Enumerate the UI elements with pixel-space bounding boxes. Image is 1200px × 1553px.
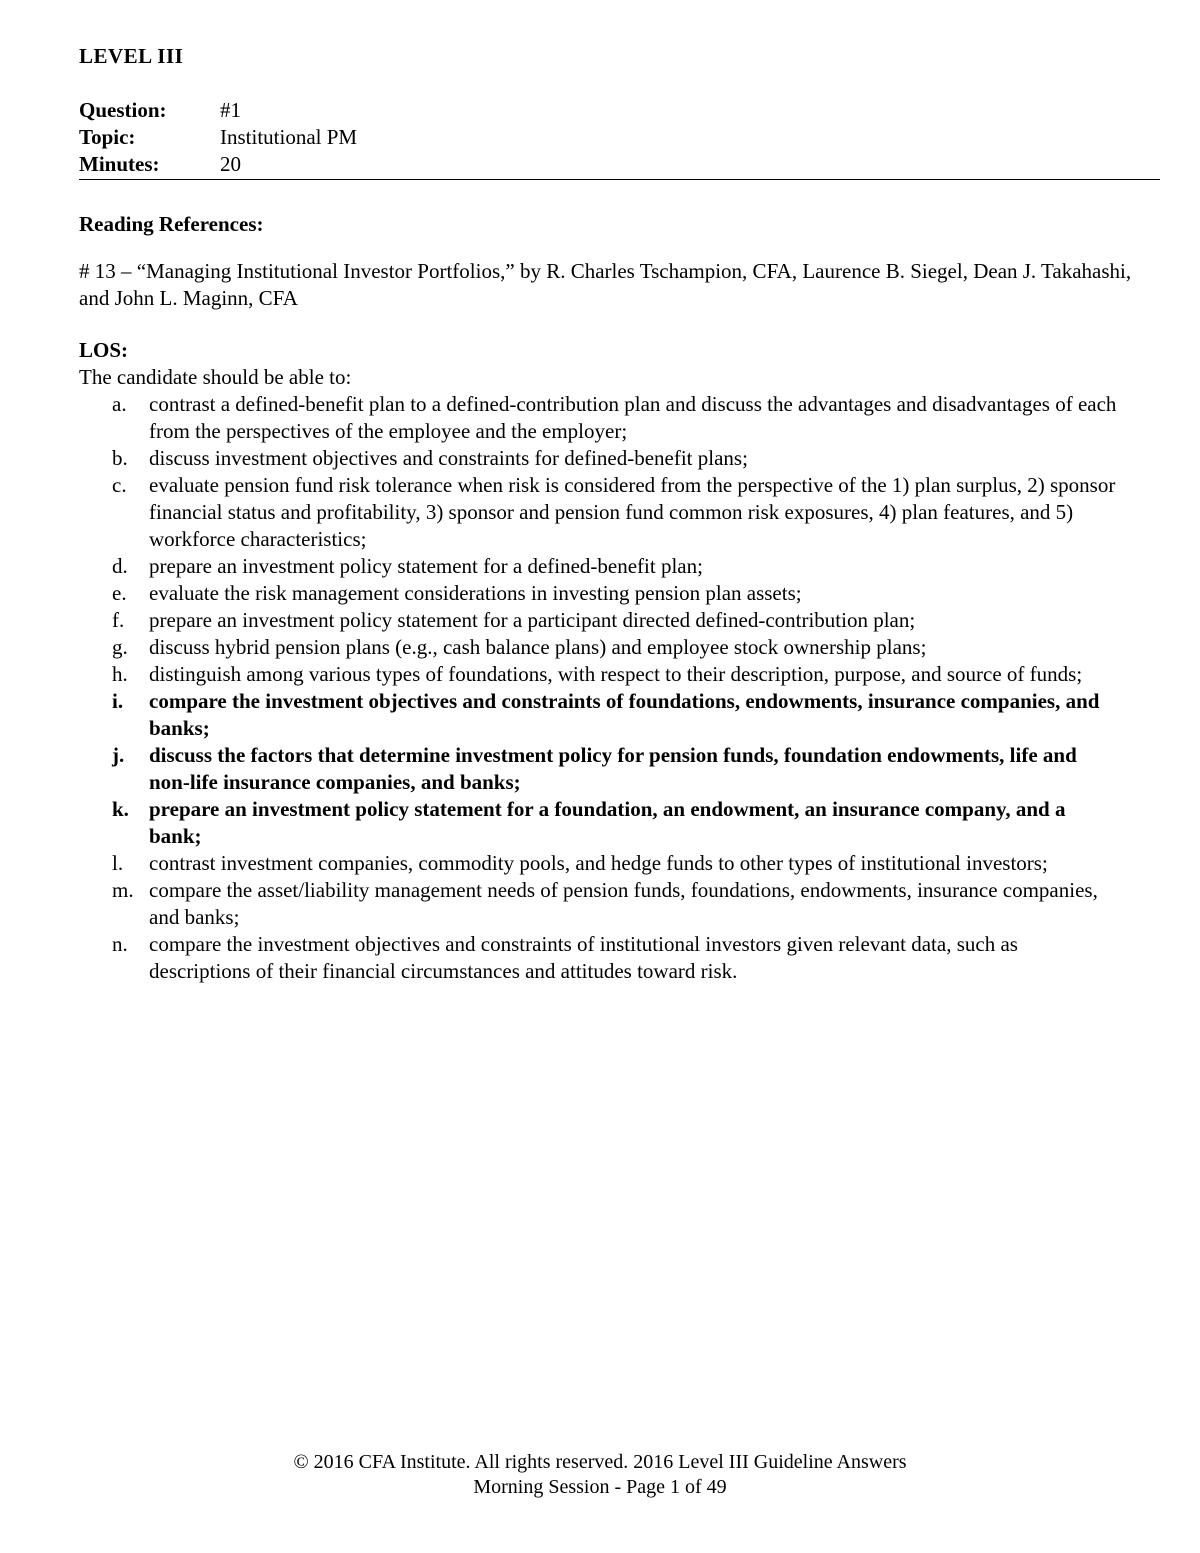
- los-item-b: [112, 445, 1122, 472]
- reading-reference: # 13 – “Managing Institutional Investor Portfolios,” by R. Charles Tschampion, CFA, Laurence B. Siegel, Dean J. Takahashi, and John L. Maginn, CFA: [79, 259, 1132, 310]
- los-heading: LOS:: [79, 338, 129, 362]
- topic-row: [79, 124, 1160, 151]
- page-footer: [0, 1450, 1200, 1500]
- los-item-letter: e.: [112, 581, 127, 605]
- minutes-row: [79, 151, 1160, 178]
- los-item-text: prepare an investment policy statement for a defined-benefit plan;: [149, 554, 703, 578]
- los-item-l: [112, 850, 1122, 877]
- los-item-c: [112, 472, 1122, 553]
- los-item-letter: h.: [112, 662, 128, 686]
- question-value: #1: [220, 98, 241, 122]
- minutes-value: 20: [220, 152, 241, 176]
- los-item-text: contrast investment companies, commodity pools, and hedge funds to other types of institutional investors;: [149, 851, 1048, 875]
- los-item-n: [112, 931, 1122, 985]
- question-label: Question:: [79, 98, 167, 122]
- los-item-text: evaluate the risk management considerations in investing pension plan assets;: [149, 581, 802, 605]
- los-item-letter: m.: [112, 878, 134, 902]
- los-item-text: discuss investment objectives and constraints for defined-benefit plans;: [149, 446, 748, 470]
- footer-copyright: © 2016 CFA Institute. All rights reserved. 2016 Level III Guideline Answers: [293, 1451, 907, 1473]
- los-item-letter: d.: [112, 554, 128, 578]
- topic-label: Topic:: [79, 125, 136, 149]
- los-item-h: [112, 661, 1122, 688]
- footer-page-number: Morning Session - Page 1 of 49: [473, 1476, 727, 1498]
- question-meta: [79, 97, 1160, 178]
- topic-value: Institutional PM: [220, 125, 358, 149]
- minutes-label: Minutes:: [79, 152, 160, 176]
- los-item-letter: j.: [112, 743, 125, 767]
- los-intro: The candidate should be able to:: [79, 365, 352, 389]
- los-item-m: [112, 877, 1122, 931]
- los-item-d: [112, 553, 1122, 580]
- los-item-text: contrast a defined-benefit plan to a defined-contribution plan and discuss the advantages and disadvantages of each from the perspectives of the employee and the employer;: [149, 392, 1117, 443]
- question-row: [79, 97, 1160, 124]
- los-item-text: compare the investment objectives and constraints of foundations, endowments, insurance companies, and banks;: [149, 689, 1100, 740]
- header-divider: [79, 179, 1160, 180]
- reading-references-heading: Reading References:: [79, 212, 264, 236]
- los-item-letter: i.: [112, 689, 124, 713]
- los-item-k: [112, 796, 1122, 850]
- los-item-text: distinguish among various types of foundations, with respect to their description, purpose, and source of funds;: [149, 662, 1083, 686]
- los-item-text: evaluate pension fund risk tolerance when risk is considered from the perspective of the 1) plan surplus, 2) sponsor financial status and profitability, 3) sponsor and pension fund common risk exposures, 4) plan features, and 5) workforce characteristics;: [149, 473, 1116, 551]
- level-heading: LEVEL III: [79, 44, 184, 68]
- los-item-letter: l.: [112, 851, 124, 875]
- los-item-text: compare the investment objectives and constraints of institutional investors given relevant data, such as descriptions of their financial circumstances and attitudes toward risk.: [149, 932, 1018, 983]
- los-item-letter: b.: [112, 446, 128, 470]
- los-item-text: discuss hybrid pension plans (e.g., cash balance plans) and employee stock ownership plans;: [149, 635, 927, 659]
- los-item-i: [112, 688, 1122, 742]
- los-item-text: prepare an investment policy statement for a participant directed defined-contribution plan;: [149, 608, 916, 632]
- los-item-letter: a.: [112, 392, 127, 416]
- los-item-f: [112, 607, 1122, 634]
- los-item-j: [112, 742, 1122, 796]
- los-item-letter: g.: [112, 635, 128, 659]
- los-item-letter: k.: [112, 797, 129, 821]
- los-item-text: discuss the factors that determine investment policy for pension funds, foundation endowments, life and non-life insurance companies, and banks;: [149, 743, 1077, 794]
- los-item-letter: n.: [112, 932, 128, 956]
- los-item-text: compare the asset/liability management needs of pension funds, foundations, endowments, insurance companies, and banks;: [149, 878, 1098, 929]
- los-item-g: [112, 634, 1122, 661]
- los-item-e: [112, 580, 1122, 607]
- los-item-letter: f.: [112, 608, 125, 632]
- los-item-a: [112, 391, 1122, 445]
- los-item-letter: c.: [112, 473, 127, 497]
- los-list: [112, 391, 1122, 985]
- los-item-text: prepare an investment policy statement for a foundation, an endowment, an insurance company, and a bank;: [149, 797, 1066, 848]
